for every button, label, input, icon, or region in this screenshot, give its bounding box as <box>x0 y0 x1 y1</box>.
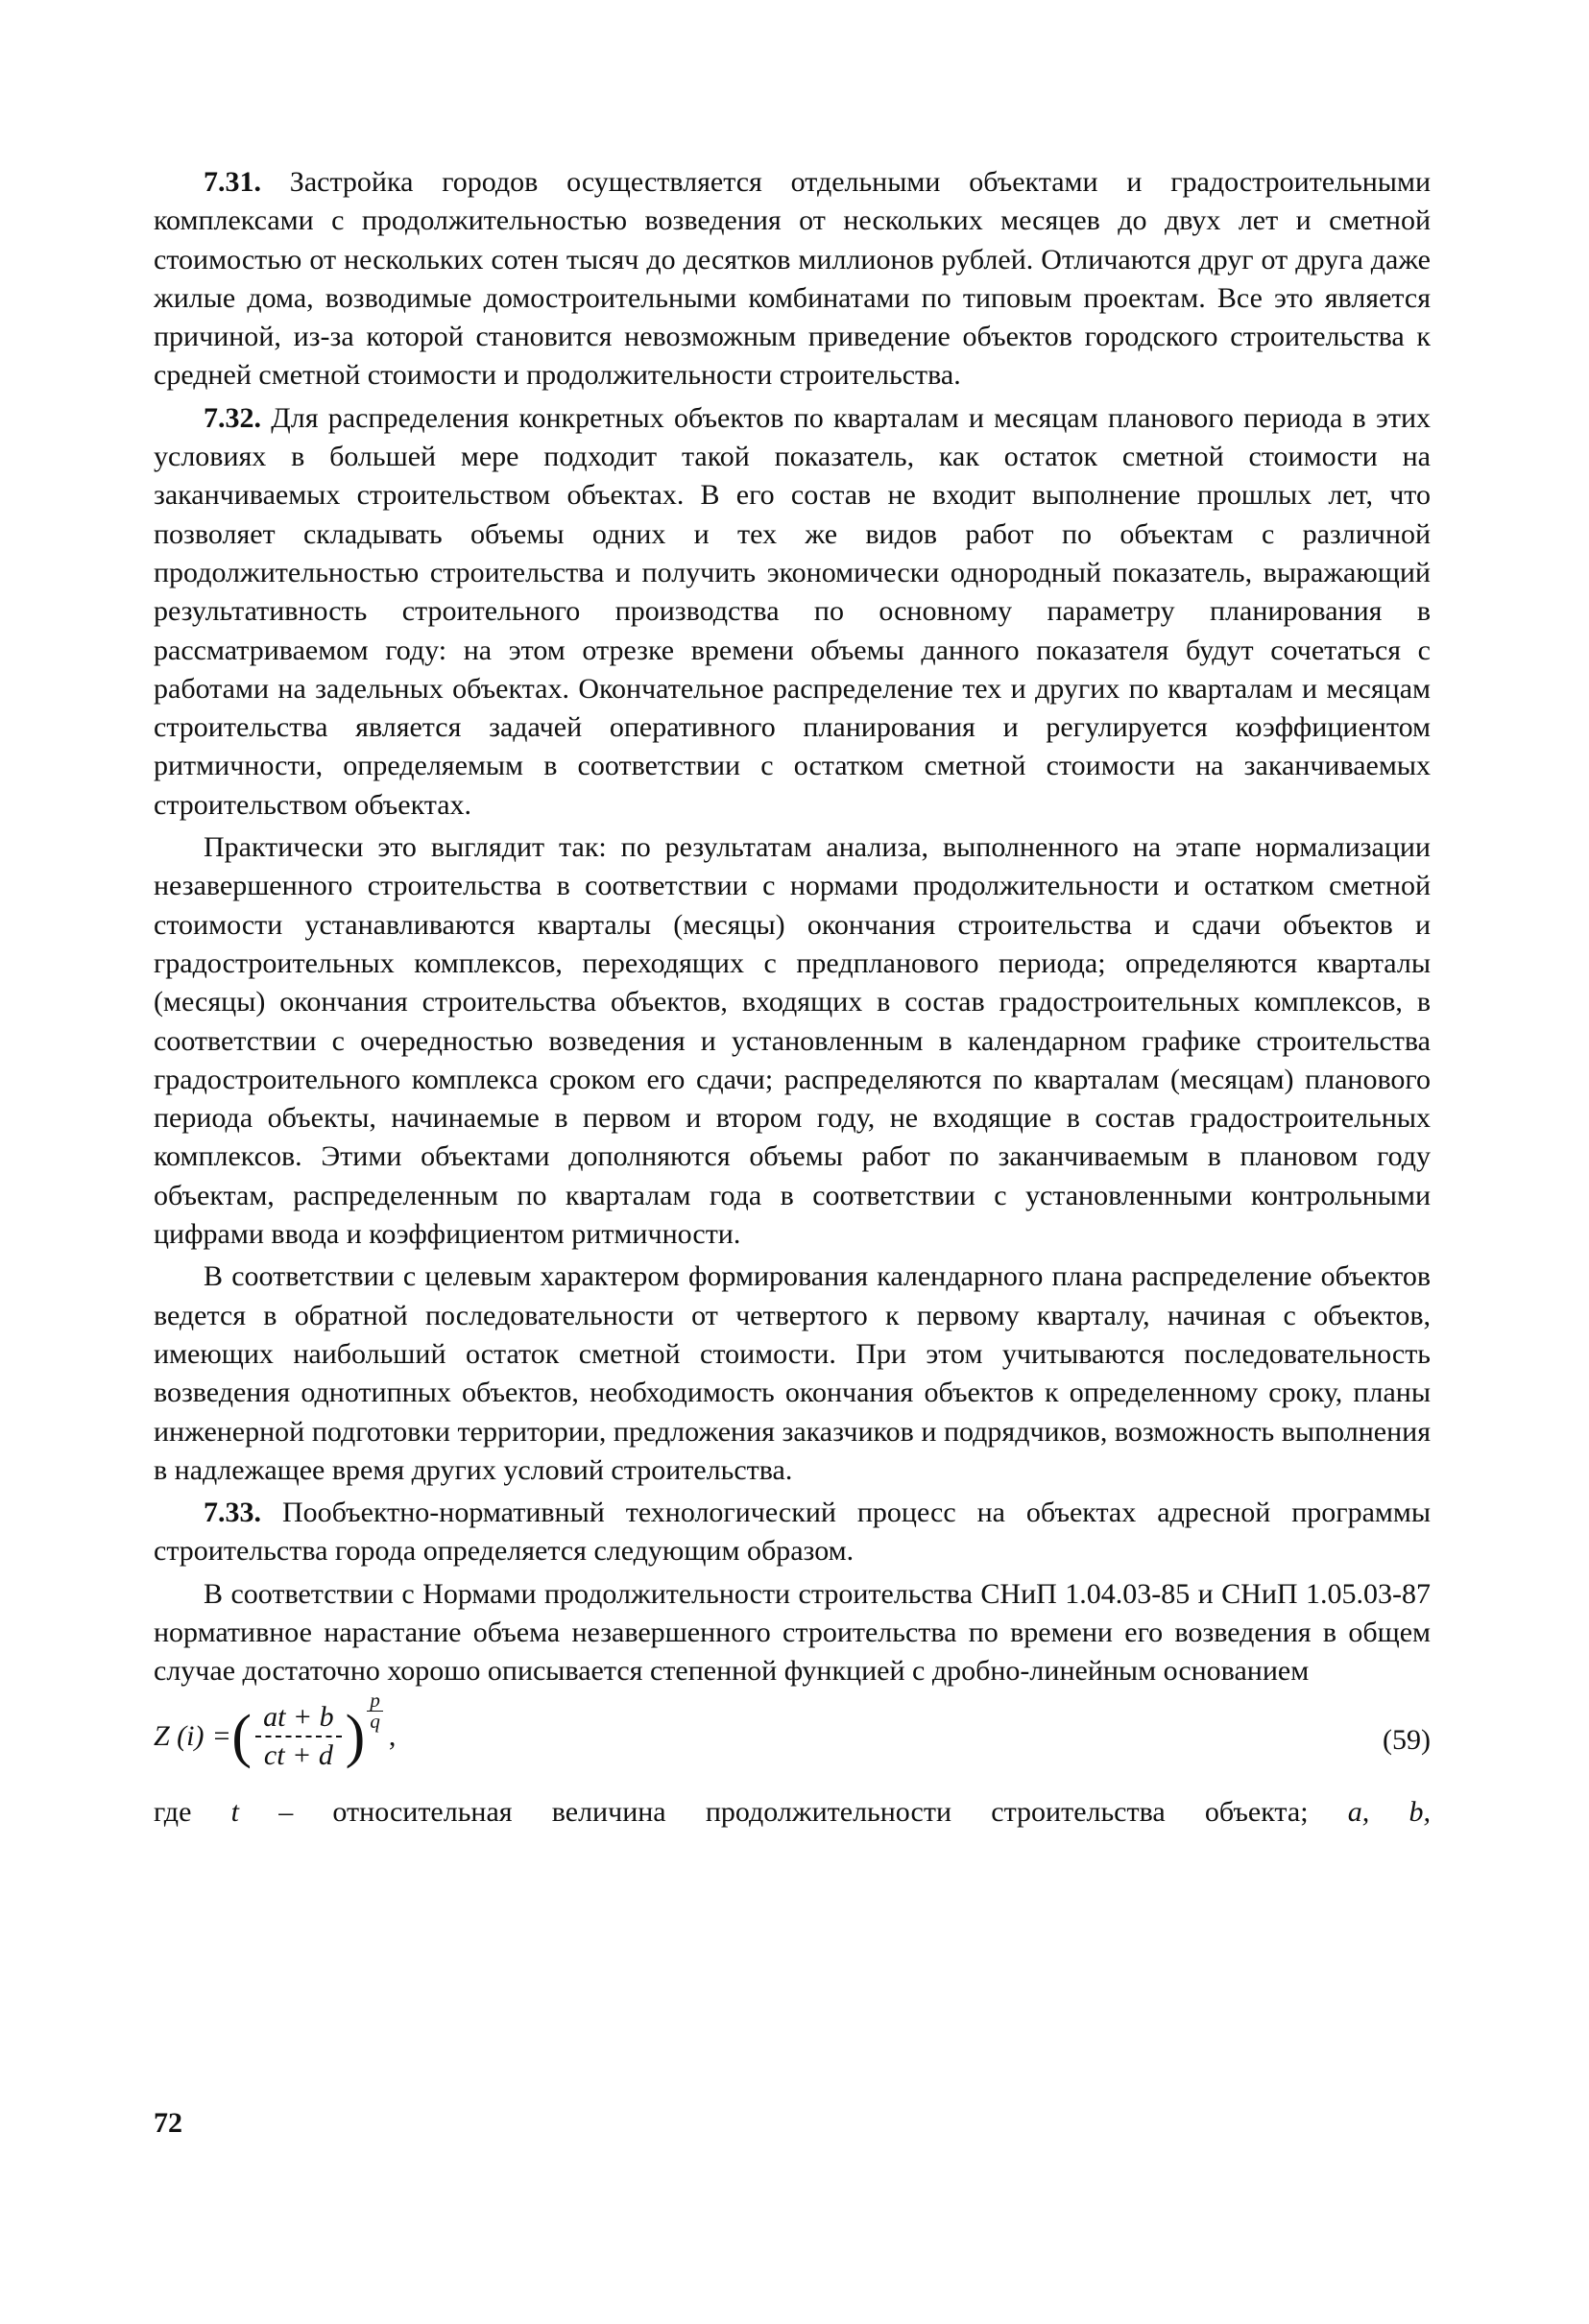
formula-fraction <box>255 1701 342 1772</box>
paragraph-7-31 <box>154 163 1431 395</box>
page-number: 72 <box>154 2107 182 2139</box>
formula-open-paren: ( <box>231 1703 253 1769</box>
equation-number: (59) <box>1383 1723 1431 1756</box>
paragraph-practical <box>154 828 1431 1254</box>
formula-comma: , <box>388 1719 397 1752</box>
variable-t: t <box>230 1795 239 1828</box>
paragraph-text: В соответствии с целевым характером формирования календарного плана распределение объектов ведется в обратной последовательности от четвертого к первому кварталу, начиная с объектов, имеющих наибольший остаток сметной стоимости. При этом учитываются последовательность возведения однотипных объектов, необходимость окончания объектов к определенному сроку, планы инженерной подготовки территории, предложения заказчиков и подрядчиков, возможность выполнения в надлежащее время других условий строительства. <box>154 1260 1431 1486</box>
exponent-numerator: p <box>367 1690 383 1712</box>
formula-equals: = <box>213 1719 230 1752</box>
formula-close-paren: ) <box>345 1703 366 1769</box>
text-column <box>154 163 1431 1832</box>
formula-denominator: ct + d <box>263 1738 333 1771</box>
variable-b: b, <box>1408 1795 1432 1828</box>
paragraph-distribution <box>154 1258 1431 1490</box>
exponent-denominator: q <box>370 1710 380 1734</box>
formula-exponent <box>367 1690 383 1732</box>
formula-59 <box>154 1689 1431 1791</box>
paragraph-7-32 <box>154 399 1431 825</box>
paragraph-text: Для распределения конкретных объектов по кварталам и месяцам планового периода в этих условиях в большей мере подходит такой показатель, как остаток сметной стоимости на заканчиваемых строительством объектах. В его состав не входит выполнение прошлых лет, что позволяет складывать объемы одних и тех же видов работ по объектам с различной продолжительностью строительства и получить экономически однородный показатель, выражающий результативность строительного производства по основному параметру планирования в рассматриваемом году: на этом отрезке времени объемы данного показателя будут сочетаться с работами на задельных объектах. Окончательное распределение тех и других по кварталам и месяцам строительства является задачей оперативного планирования и регулируется коэффициентом ритмичности, определяемым в соответствии с остатком сметной стоимости на заканчиваемых строительством объектах. <box>154 401 1431 821</box>
section-number: 7.32. <box>204 401 261 434</box>
paragraph-7-33 <box>154 1494 1431 1571</box>
section-number: 7.33. <box>204 1497 261 1529</box>
definition-prefix: где <box>154 1795 192 1828</box>
paragraph-text: Застройка городов осуществляется отдельными объектами и градостроительными комплексами с продолжительностью возведения от нескольких месяцев до двух лет и сметной стоимостью от нескольких сотен тысяч до десятков миллионов рублей. Отличаются друг от друга даже жилые дома, возводимые домостроительными комбинатами по типовым проектам. Все это является причиной, из-за которой становится невозможным приведение объектов городского строительства к средней сметной стоимости и продолжительности строительства. <box>154 166 1432 392</box>
paragraph-text: В соответствии с Нормами продолжительности строительства СНиП 1.04.03-85 и СНиП 1.05.03-87 нормативное нарастание объема незавершенного строительства по времени его возведения в общем случае достаточно хорошо описывается степенной функцией с дробно-линейным основанием <box>154 1577 1431 1688</box>
paragraph-text: Практически это выглядит так: по результатам анализа, выполненного на этапе нормализации незавершенного строительства в соответствии с нормами продолжительности и остатком сметной стоимости устанавливаются кварталы (месяцы) окончания строительства и сдачи объектов и градостроительных комплексов, переходящих с предпланового периода; определяются кварталы (месяцы) окончания строительства объектов, входящих в состав градостроительных комплексов, в соответствии с очередностью возведения и установленным в календарном графике строительства градостроительного комплекса сроком его сдачи; распределяются по кварталам (месяцам) планового периода объекты, начинаемые в первом и втором году, не входящие в состав градостроительных комплексов. Этими объектами дополняются объемы работ по заканчиваемым в плановом году объектам, распределенным по кварталам года в соответствии с установленными контрольными цифрами ввода и коэффициентом ритмичности. <box>154 831 1431 1251</box>
paragraph-norms <box>154 1575 1431 1691</box>
definition-line <box>154 1793 1431 1832</box>
variable-a: a, <box>1347 1795 1370 1828</box>
formula-expression <box>154 1689 397 1772</box>
formula-numerator: at + b <box>255 1701 342 1737</box>
paragraph-text: Пообъектно-нормативный технологический процесс на объектах адресной программы строительства города определяется следующим образом. <box>154 1497 1432 1568</box>
definition-text: – относительная величина продолжительности строительства объекта; <box>278 1795 1309 1828</box>
formula-lhs: Z (i) <box>154 1719 205 1752</box>
section-number: 7.31. <box>204 166 261 198</box>
